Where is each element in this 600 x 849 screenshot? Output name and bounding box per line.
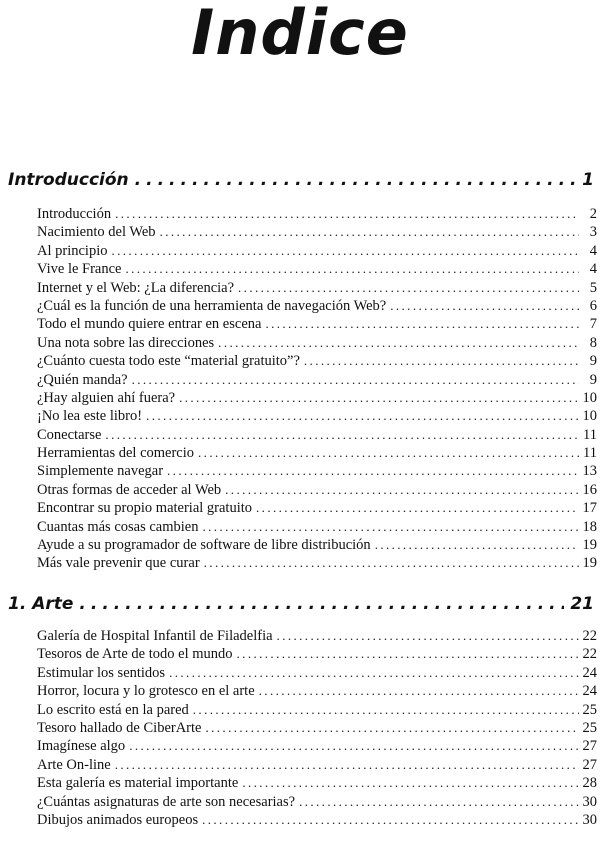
toc-entry-page: 18: [582, 518, 597, 535]
toc-entry-page: 5: [589, 279, 597, 296]
toc-entry-page: 30: [582, 793, 597, 810]
dot-leader: [204, 554, 579, 572]
toc-section-introduccion: [0, 170, 600, 573]
toc-entry-page: 19: [582, 537, 597, 554]
toc-entry: [0, 462, 600, 480]
toc-entry-page: 3: [589, 224, 597, 241]
toc-entry-page: 27: [582, 738, 597, 755]
toc-section-arte: [0, 594, 600, 829]
section-heading-page: 21: [570, 594, 594, 614]
toc-entry-page: 30: [582, 811, 597, 828]
toc-entry-label: ¿Cuánto cuesta todo este “material gratuito”?: [37, 353, 300, 370]
toc-entry: [0, 645, 600, 663]
section-heading-label: 1. Arte: [8, 594, 74, 614]
dot-leader: [390, 297, 579, 315]
toc-entry-page: 28: [582, 775, 597, 792]
toc-entry: [0, 242, 600, 260]
section-heading: [0, 594, 600, 618]
dot-leader: [299, 793, 579, 811]
dot-leader: [132, 371, 579, 389]
toc-entry: [0, 407, 600, 425]
toc-entry-label: Arte On-line: [37, 756, 111, 773]
section-heading: [0, 170, 600, 194]
toc-entry-page: 8: [589, 334, 597, 351]
toc-entry: [0, 627, 600, 645]
toc-entry-page: 11: [583, 426, 597, 443]
toc-entry-page: 25: [582, 719, 597, 736]
toc-entry: [0, 701, 600, 719]
dot-leader: [237, 645, 579, 663]
toc-entry: [0, 334, 600, 352]
dot-leader: [125, 260, 579, 278]
toc-entry: [0, 719, 600, 737]
toc-entry: [0, 811, 600, 829]
toc-entry: [0, 536, 600, 554]
dot-leader: [193, 701, 579, 719]
toc-entry-label: Conectarse: [37, 426, 102, 443]
toc-entry: [0, 481, 600, 499]
dot-leader: [205, 719, 579, 737]
toc-entry-label: Tesoro hallado de CiberArte: [37, 719, 202, 736]
toc-entry-label: Cuantas más cosas cambien: [37, 518, 199, 535]
toc-entry-page: 2: [589, 206, 597, 222]
toc-entry: [0, 737, 600, 755]
dot-leader: [242, 774, 579, 792]
toc-entry-page: 24: [582, 683, 597, 700]
toc-entry: [0, 297, 600, 315]
toc-entry-label: ¡No lea este libro!: [37, 408, 143, 425]
toc-entry-page: 25: [582, 701, 597, 718]
dot-leader: [225, 481, 579, 499]
toc-entry-label: Al principio: [37, 242, 108, 259]
toc-entry: [0, 223, 600, 241]
toc-entry-page: 16: [582, 481, 597, 498]
toc-entry-page: 7: [589, 316, 597, 333]
dot-leader: [259, 682, 579, 700]
toc-entry: [0, 774, 600, 792]
dot-leader: [169, 664, 579, 682]
dot-leader: [202, 811, 579, 829]
toc-entry-label: ¿Hay alguien ahí fuera?: [37, 389, 176, 406]
dot-leader: [167, 462, 579, 480]
toc-entry-label: ¿Cuál es la función de una herramienta de navegación Web?: [37, 297, 387, 314]
toc-entry-page: 24: [582, 664, 597, 681]
toc-entry: [0, 554, 600, 572]
toc-entry-label: Galería de Hospital Infantil de Filadelfia: [37, 628, 273, 644]
toc-entry-label: ¿Quién manda?: [37, 371, 128, 388]
toc-entry-page: 22: [582, 646, 597, 663]
page-title: Indice: [191, 0, 409, 69]
toc-entry-label: Internet y el Web: ¿La diferencia?: [37, 279, 235, 296]
toc-entry-page: 10: [582, 389, 597, 406]
dot-leader: [277, 627, 579, 645]
toc-entry-label: Más vale prevenir que curar: [37, 555, 200, 572]
toc-entry-label: Ayude a su programador de software de libre distribución: [37, 537, 371, 554]
toc-entry-label: Todo el mundo quiere entrar en escena: [37, 316, 262, 333]
toc-entry-label: Una nota sobre las direcciones: [37, 334, 215, 351]
toc-entry-label: Horror, locura y lo grotesco en el arte: [37, 683, 255, 700]
toc-entry-page: 22: [582, 628, 597, 644]
dot-leader: [115, 756, 579, 774]
toc-entry-label: Esta galería es material importante: [37, 775, 239, 792]
dot-leader: [218, 334, 579, 352]
toc-entry-label: Simplemente navegar: [37, 463, 164, 480]
toc-entry-label: Estimular los sentidos: [37, 664, 166, 681]
toc-entry-page: 10: [582, 408, 597, 425]
toc-entry-label: Otras formas de acceder al Web: [37, 481, 222, 498]
toc-entry-label: Lo escrito está en la pared: [37, 701, 189, 718]
toc-entry-page: 9: [589, 371, 597, 388]
toc-entry: [0, 371, 600, 389]
dot-leader: [105, 426, 579, 444]
dot-leader: [238, 279, 579, 297]
toc-entry: [0, 518, 600, 536]
toc-entry: [0, 205, 600, 223]
toc-entry-list: [0, 205, 600, 573]
toc-entry: [0, 444, 600, 462]
toc-entry: [0, 664, 600, 682]
toc-entry-label: Herramientas del comercio: [37, 445, 195, 462]
toc-entry-label: Nacimiento del Web: [37, 224, 156, 241]
toc-entry-page: 4: [589, 261, 597, 278]
dot-leader: [115, 205, 579, 223]
toc-entry-label: Encontrar su propio material gratuito: [37, 500, 253, 517]
dot-leader: [375, 536, 579, 554]
dot-leader: [146, 407, 579, 425]
toc-entry-label: Imagínese algo: [37, 738, 126, 755]
dot-leader: [135, 170, 577, 190]
toc-entry-page: 27: [582, 756, 597, 773]
toc-entry: [0, 682, 600, 700]
dot-leader: [79, 594, 564, 614]
toc-entry: [0, 352, 600, 370]
toc-entry-page: 11: [583, 445, 597, 462]
toc-entry: [0, 260, 600, 278]
toc-entry-label: Tesoros de Arte de todo el mundo: [37, 646, 233, 663]
toc-entry: [0, 499, 600, 517]
dot-leader: [304, 352, 579, 370]
dot-leader: [111, 242, 579, 260]
dot-leader: [160, 223, 579, 241]
toc-entry: [0, 426, 600, 444]
dot-leader: [265, 315, 579, 333]
toc-entry-page: 17: [582, 500, 597, 517]
dot-leader: [129, 737, 579, 755]
toc-entry-page: 4: [589, 242, 597, 259]
toc-entry-page: 19: [582, 555, 597, 572]
dot-leader: [198, 444, 579, 462]
toc-entry-list: [0, 627, 600, 829]
dot-leader: [202, 518, 579, 536]
toc-entry-label: Dibujos animados europeos: [37, 811, 199, 828]
dot-leader: [256, 499, 579, 517]
toc-entry-label: ¿Cuántas asignaturas de arte son necesarias?: [37, 793, 296, 810]
toc-entry: [0, 389, 600, 407]
toc-entry: [0, 315, 600, 333]
toc-entry-label: Introducción: [37, 206, 112, 222]
toc-entry-label: Vive le France: [37, 261, 122, 278]
dot-leader: [179, 389, 579, 407]
toc-entry: [0, 279, 600, 297]
toc-entry-page: 13: [582, 463, 597, 480]
toc-entry-page: 9: [589, 353, 597, 370]
toc-entry-page: 6: [589, 297, 597, 314]
section-heading-page: 1: [582, 170, 594, 190]
section-heading-label: Introducción: [8, 170, 129, 190]
toc-entry: [0, 793, 600, 811]
toc-entry: [0, 756, 600, 774]
